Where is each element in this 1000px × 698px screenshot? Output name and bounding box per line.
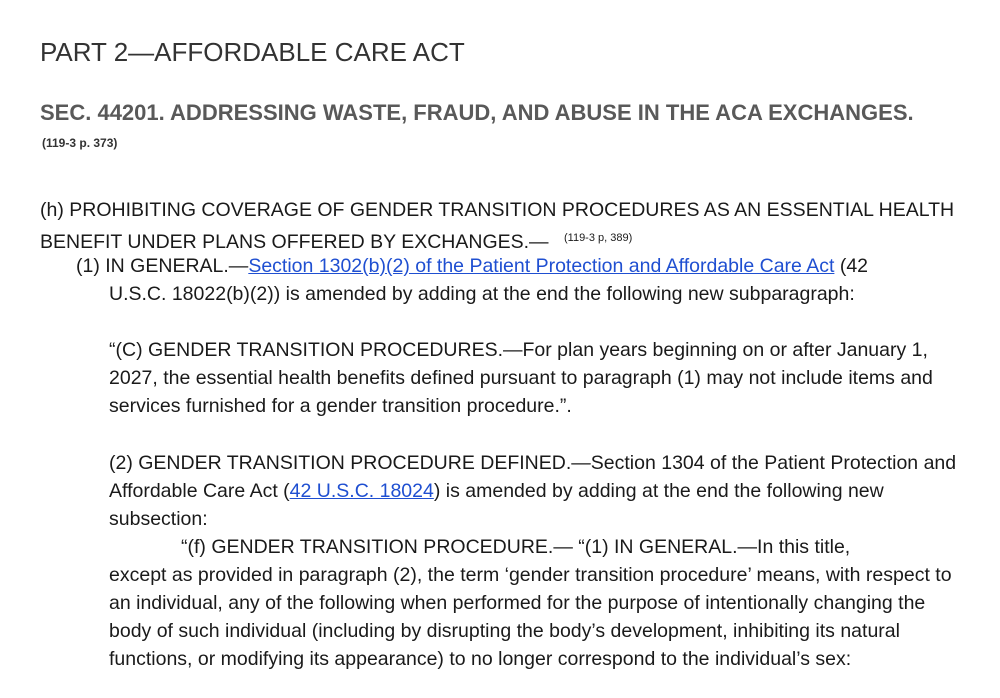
subsection-f bbox=[109, 533, 959, 673]
paragraph-1-continuation: U.S.C. 18022(b)(2)) is amended by adding at the end the following new subparagraph: bbox=[109, 283, 855, 305]
paragraph-2 bbox=[109, 449, 959, 533]
section-page-reference: (119-3 p. 373) bbox=[42, 136, 118, 150]
paragraph-2-text-after-link: ) is amended by adding at the end the following new subsection: bbox=[109, 480, 884, 530]
paragraph-2-text-before-link: (2) GENDER TRANSITION PROCEDURE DEFINED.—Section 1304 of the Patient Protection and Affordable Care Act ( bbox=[109, 452, 957, 502]
section-heading-text: SEC. 44201. ADDRESSING WASTE, FRAUD, AND ABUSE IN THE ACA EXCHANGES. bbox=[40, 100, 914, 125]
section-1302-link[interactable]: Section 1302(b)(2) of the Patient Protection and Affordable Care Act bbox=[248, 255, 835, 277]
part-title: PART 2—AFFORDABLE CARE ACT bbox=[40, 37, 465, 67]
subsection-f-first-line: “(f) GENDER TRANSITION PROCEDURE.— “(1) IN GENERAL.—In this title, bbox=[181, 536, 851, 558]
section-heading bbox=[40, 97, 940, 163]
subsection-h-heading bbox=[40, 196, 960, 256]
paragraph-1-number: (1) bbox=[76, 255, 100, 277]
subsection-f-body: except as provided in paragraph (2), the term ‘gender transition procedure’ means, with respect to an individual, any of the following when performed for the purpose of intentionally changing the body of such individual (including by disrupting the body’s development, inhibiting its natural functions, or modifying its appearance) to no longer correspond to the individual’s sex: bbox=[109, 564, 952, 670]
subsection-h-page-reference: (119-3 p, 389) bbox=[563, 232, 633, 244]
subparagraph-c: “(C) GENDER TRANSITION PROCEDURES.—For plan years beginning on or after January 1, 2027, the essential health benefits defined pursuant to paragraph (1) may not include items and services furnished for a gender transition procedure.”. bbox=[109, 339, 933, 417]
paragraph-1-after-link: (42 bbox=[834, 255, 869, 277]
paragraph-1-label: IN GENERAL.— bbox=[105, 255, 249, 277]
paragraph-1 bbox=[76, 252, 956, 308]
subsection-h-text: (h) PROHIBITING COVERAGE OF GENDER TRANSITION PROCEDURES AS AN ESSENTIAL HEALTH BENEFIT UNDER PLANS OFFERED BY EXCHANGES.— bbox=[40, 199, 955, 253]
usc-18024-link[interactable]: 42 U.S.C. 18024 bbox=[289, 480, 434, 502]
